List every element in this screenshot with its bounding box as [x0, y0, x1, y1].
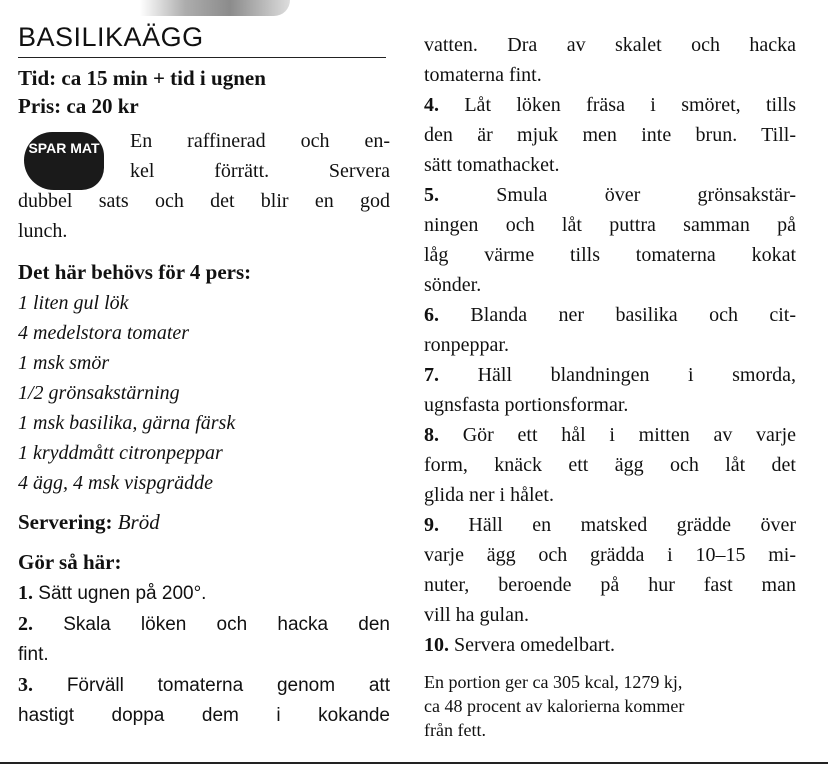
intro-line: kel förrätt. Servera [130, 160, 390, 182]
serving-value: Bröd [117, 510, 160, 534]
intro-line: lunch. [18, 220, 68, 242]
step-2 [18, 609, 390, 640]
ingredients-heading: Det här behövs för 4 pers: [18, 260, 252, 284]
ingredient-item: 1/2 grönsakstärning [18, 382, 180, 404]
nutrition-line: En portion ger ca 305 kcal, 1279 kj, [424, 672, 683, 692]
step-cont [424, 240, 796, 270]
step-number: 9. [424, 514, 439, 536]
step-number: 8. [424, 424, 439, 446]
ingredient-item: 1 msk basilika, gärna färsk [18, 412, 236, 434]
step-cont [424, 450, 796, 480]
title-rule [18, 57, 386, 58]
spar-mat-badge-icon: SPAR MAT [24, 132, 104, 190]
step-cont [424, 480, 796, 510]
step-number: 6. [424, 304, 439, 326]
ingredient-item: 1 msk smör [18, 352, 110, 374]
step-number: 2. [18, 613, 33, 635]
step-9 [424, 510, 796, 540]
step-number: 1. [18, 582, 33, 604]
step-text: sätt tomathacket. [424, 154, 560, 176]
step-8 [424, 420, 796, 450]
step-cont [424, 330, 796, 360]
step-text: form, knäck ett ägg och låt det [424, 454, 796, 476]
bottom-rule [0, 762, 828, 764]
step-number: 3. [18, 674, 33, 696]
step-4 [424, 90, 796, 120]
step-text: ronpeppar. [424, 334, 509, 356]
step-cont [424, 540, 796, 570]
method-steps-right [424, 90, 796, 660]
ingredient-item: 1 kryddmått citronpeppar [18, 442, 223, 464]
step-text: ningen och låt puttra samman på [424, 214, 796, 236]
step-cont [424, 210, 796, 240]
step-10 [424, 630, 796, 660]
step-1 [18, 578, 390, 609]
step-text: Förväll tomaterna genom att [66, 675, 390, 696]
step-text: Blanda ner basilika och cit- [470, 304, 797, 326]
step-text: Gör ett hål i mitten av varje [462, 424, 796, 446]
ingredient-item: 1 liten gul lök [18, 292, 129, 314]
step-text: Smula över grönsakstär- [496, 184, 796, 206]
step-text: Sätt ugnen på 200°. [38, 583, 207, 604]
step-text: låg värme tills tomaterna kokat [424, 244, 796, 266]
nutrition-line: ca 48 procent av kalorierna kommer [424, 696, 685, 716]
step-cont [424, 600, 796, 630]
nutrition-info [424, 670, 796, 742]
step-text: varje ägg och grädda i 10–15 mi- [424, 544, 796, 566]
nutrition-line: från fett. [424, 720, 486, 740]
ingredient-item: 4 ägg, 4 msk vispgrädde [18, 472, 213, 494]
ingredient-item: 4 medelstora tomater [18, 322, 190, 344]
intro-line: dubbel sats och det blir en god [18, 190, 390, 212]
step-text: Servera omedelbart. [454, 634, 616, 656]
decorative-smudge [140, 0, 290, 16]
step-text: Häll blandningen i smorda, [477, 364, 797, 386]
method-heading: Gör så här: [18, 550, 122, 574]
recipe-title: BASILIKAÄGG [18, 22, 204, 52]
step-cont [424, 570, 796, 600]
step-number: 4. [424, 94, 439, 116]
step-text: Skala löken och hacka den [63, 614, 390, 635]
left-column [18, 22, 390, 731]
step-3-cont-right: tomaterna fint. [424, 64, 542, 86]
step-5 [424, 180, 796, 210]
step-cont [424, 270, 796, 300]
step-text: sönder. [424, 274, 482, 296]
step-number: 5. [424, 184, 439, 206]
step-cont [424, 120, 796, 150]
price-line: Pris: ca 20 kr [18, 94, 139, 118]
step-text: Häll en matsked grädde över [468, 514, 796, 536]
intro-line: En raffinerad och en- [130, 130, 390, 152]
step-text: glida ner i hålet. [424, 484, 554, 506]
right-column [424, 30, 796, 742]
step-2-cont: fint. [18, 644, 49, 665]
step-text: ugnsfasta portionsformar. [424, 394, 629, 416]
method-steps-left [18, 578, 390, 731]
ingredients-list [18, 288, 390, 498]
step-text: nuter, beroende på hur fast man [424, 574, 796, 596]
step-text: den är mjuk men inte brun. Till- [424, 124, 796, 146]
serving-label: Servering: [18, 510, 113, 534]
step-cont [424, 150, 796, 180]
step-text: vill ha gulan. [424, 604, 529, 626]
step-7 [424, 360, 796, 390]
step-3-cont-right: vatten. Dra av skalet och hacka [424, 34, 796, 56]
step-3 [18, 670, 390, 701]
step-text: Låt löken fräsa i smöret, tills [464, 94, 796, 116]
step-number: 10. [424, 634, 449, 656]
serving-line [18, 508, 390, 536]
time-line: Tid: ca 15 min + tid i ugnen [18, 66, 266, 90]
step-cont [424, 390, 796, 420]
step-3-cont: hastigt doppa dem i kokande [18, 705, 390, 726]
step-6 [424, 300, 796, 330]
intro-paragraph [18, 126, 390, 246]
step-number: 7. [424, 364, 439, 386]
